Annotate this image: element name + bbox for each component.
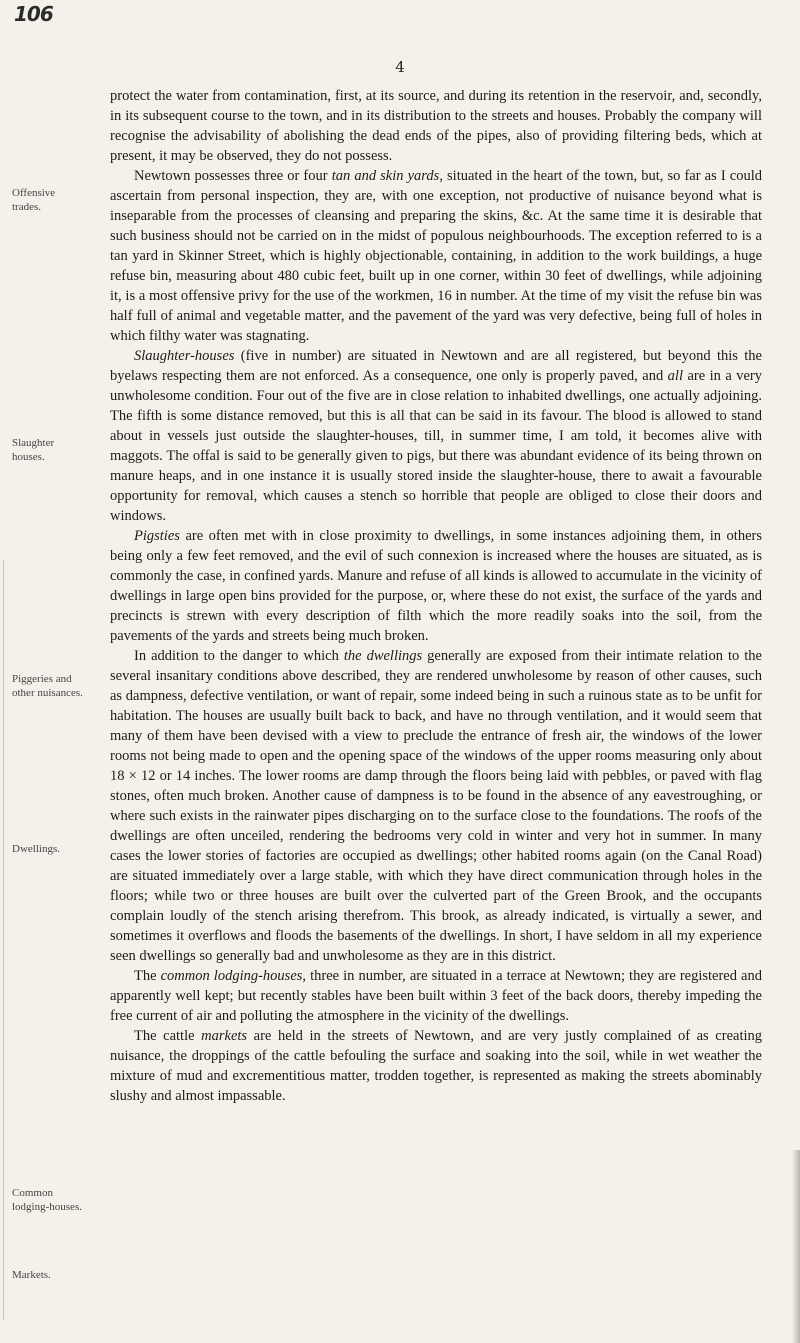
paragraph-dwellings: [110, 646, 762, 966]
paragraph-markets: [110, 1026, 762, 1106]
paragraph-text: , situated in the heart of the town, but, so far as I could ascertain from personal inspection, they are, with one exception, not productive of nuisance beyond what is inseparable from the processes of cleansing and preparing the skins, &c. At the same time it is desirable that such business should not be carried on in the midst of populous neighbourhoods. The exception referred to is a tan yard in Skinner Street, which is highly objectionable, containing, in addition to the work buildings, a huge refuse bin, measuring about 480 cubic feet, built up in one corner, within 30 feet of dwellings, while adjoining it, is a most offensive privy for the use of the workmen, 16 in number. At the time of my visit the refuse bin was half full of animal and vegetable matter, and the pavement of the yard was very defective, being full of holes in which filthy water was stagnating.: [110, 168, 762, 344]
paragraph-text: The: [134, 968, 161, 984]
paragraph-water-protection: [110, 86, 762, 166]
page-edge-shadow: [792, 1150, 800, 1343]
paragraph-tan-skin-yards: [110, 166, 762, 346]
paragraph-text: generally are exposed from their intimate relation to the several insanitary conditions above described, they are rendered unwholesome by reason of other causes, such as dampness, defective ventilation, or want of repair, some indeed being in such a ruinous state as to be unfit for habitation. The houses are usually built back to back, and have no through ventilation, and it would seem that many of them have been devised with a view to preclude the entrance of fresh air, the windows of the lower rooms not being made to open and the opening space of the windows of the upper rooms measuring only about 18 × 12 or 14 inches. The lower rooms are damp through the floors being laid with pebbles, or paved with flag stones, often much broken. Another cause of dampness is to be found in the absence of any eavestroughing, or where such exists in the rainwater pipes discharging on to the surface close to the foundations. The roofs of the dwellings are often unceiled, rendering the bedrooms very cold in winter and very hot in summer. In many cases the lower stories of factories are occupied as dwellings; other habited rooms again (on the Canal Road) are situated immediately over a large stable, with which they have direct communication through holes in the floors; while two or three houses are built over the culverted part of the Green Brook, and the occupants complain loudly of the stench arising therefrom. This brook, as already indicated, is virtually a sewer, and sometimes it overflows and floods the basements of the dwellings. In short, I have seldom in all my experience seen dwellings so generally bad and unwholesome as they are in this district.: [110, 648, 762, 964]
paragraph-pigsties: [110, 526, 762, 646]
emphasis-term: Slaughter-houses: [134, 348, 235, 364]
paragraph-text: are held in the streets of Newtown, and are very justly complained of as creating nuisance, the droppings of the cattle befouling the surface and soaking into the soil, while in wet weather the mixture of mud and excrementitious matter, trodden together, is represented as making the streets abominably slushy and almost impassable.: [110, 1028, 762, 1104]
paragraph-text: are in a very unwholesome condition. Four out of the five are in close relation to inhabited dwellings, one actually adjoining. The fifth is some distance removed, but this is all that can be said in its favour. The blood is allowed to stand about in vessels just outside the slaughter-houses, till, in summer time, I am told, it becomes alive with maggots. The offal is said to be generally given to pigs, but there was abundant evidence of its being thrown on manure heaps, and in one instance it is usually stored inside the slaughter-house, there to await a favourable opportunity for removal, which causes a stench so horrible that people are obliged to close their doors and windows.: [110, 368, 762, 524]
emphasis-term: all: [667, 368, 683, 384]
margin-note-piggeries: Piggeries and other nuisances.: [12, 673, 83, 699]
margin-note-slaughter-houses: Slaughter houses.: [12, 437, 55, 463]
emphasis-term: markets: [201, 1028, 248, 1044]
emphasis-term: the dwellings: [343, 648, 423, 664]
page-number: 4: [395, 58, 405, 76]
page-edge-line: [3, 560, 4, 1320]
paragraph-slaughter-houses: [110, 346, 762, 526]
body-text: [110, 86, 762, 1106]
handwritten-page-number: 106: [14, 2, 53, 26]
paragraph-text: are often met with in close proximity to dwellings, in some instances adjoining them, in others being only a few feet removed, and the evil of such connexion is increased where the houses are situated, as is commonly the case, in confined yards. Manure and refuse of all kinds is allowed to accumulate in the vicinity of dwellings in large open bins provided for the purpose, or, where these do not exist, the surface of the yards and precincts is strewn with every description of filth which the more readily soaks into the soil, from the pavements of the yards and streets being much broken.: [110, 528, 762, 644]
paragraph-text: In addition to the danger to which: [134, 648, 344, 664]
emphasis-term: tan and skin yards: [331, 168, 440, 184]
emphasis-term: Pigsties: [134, 528, 180, 544]
emphasis-term: common lodging-houses: [160, 968, 303, 984]
paragraph-text: , three in number, are situated in a terrace at Newtown; they are registered and apparently well kept; but recently stables have been built within 3 feet of the back doors, thereby impeding the free current of air and polluting the atmosphere in the vicinity of the dwellings.: [110, 968, 762, 1024]
paragraph-text: (five in number) are situated in Newtown and are all registered, but beyond this the byelaws respecting them are not enforced. As a consequence, one only is properly paved, and: [110, 348, 762, 384]
paragraph-text: Newtown possesses three or four: [134, 168, 332, 184]
paragraph-lodging-houses: [110, 966, 762, 1026]
paragraph-text: The cattle: [134, 1028, 202, 1044]
paragraph-text: protect the water from contamination, first, at its source, and during its retention in the reservoir, and, secondly, in its subsequent course to the town, and in its distribution to the streets and houses. Probably the company will recognise the advisability of abolishing the dead ends of the pipes, also of providing filtering beds, which at present, it may be observed, they do not possess.: [110, 88, 762, 164]
margin-note-offensive-trades: Offensive trades.: [12, 187, 56, 213]
margin-note-markets: Markets.: [12, 1269, 51, 1281]
margin-note-dwellings: Dwellings.: [12, 843, 60, 855]
margin-note-lodging-houses: Common lodging-houses.: [12, 1187, 82, 1213]
